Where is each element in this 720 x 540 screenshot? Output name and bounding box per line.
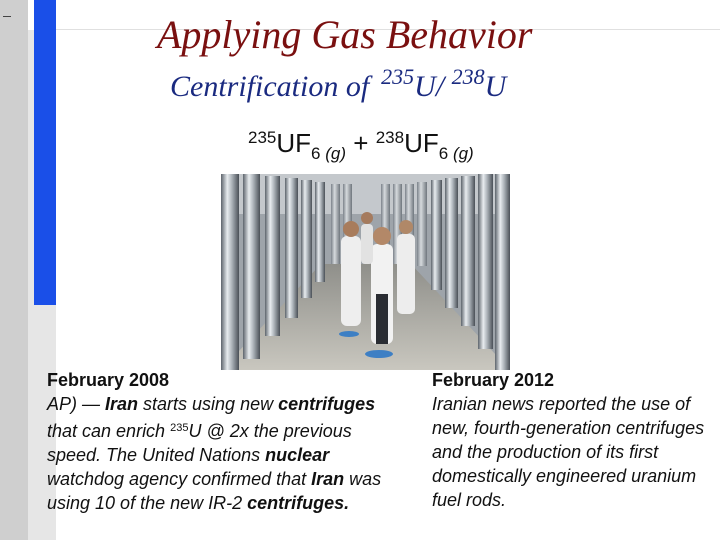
note-february-2012	[432, 368, 714, 512]
centrifuge-hall-photo	[221, 174, 510, 370]
subtitle-element-1: U/	[414, 70, 445, 103]
equation-subscript-2: 6 (g)	[438, 144, 474, 163]
equation-mass-1: 235	[248, 128, 277, 147]
slide-subtitle	[170, 64, 506, 105]
slide-title: Applying Gas Behavior	[157, 12, 533, 57]
side-bar-blue	[34, 0, 56, 305]
equation-species-1: UF	[276, 128, 312, 158]
equation-mass-2: 238	[375, 128, 405, 147]
note-date-2012: February 2012	[432, 370, 555, 390]
equation-species-2: UF	[404, 128, 439, 158]
subtitle-element-2: U	[484, 70, 507, 103]
corner-tick	[3, 16, 11, 17]
note-february-2008: February 2008 AP) — Iran starts using new centrifuges that can enrich $^{235}$U @ 2x the previous speed. The United Nations nuclear watchdog agency confirmed that Iran was using 10 of the new IR-2 centrifuges.	[47, 370, 382, 513]
subtitle-mass-2: 238	[451, 64, 485, 89]
subtitle-mass-1: 235	[381, 64, 415, 89]
subtitle-prefix: Centrification of	[170, 70, 370, 103]
equation-subscript-1: 6 (g)	[311, 144, 347, 163]
equation-plus: +	[353, 128, 369, 158]
note-date-2008: February 2008	[47, 370, 170, 390]
chemical-equation	[248, 128, 474, 164]
note-body-2012: Iranian news reported the use of new, fourth-generation centrifuges and the production of its first domestically engineered uranium fuel rods.	[432, 394, 705, 510]
side-bar-gray	[0, 0, 28, 540]
